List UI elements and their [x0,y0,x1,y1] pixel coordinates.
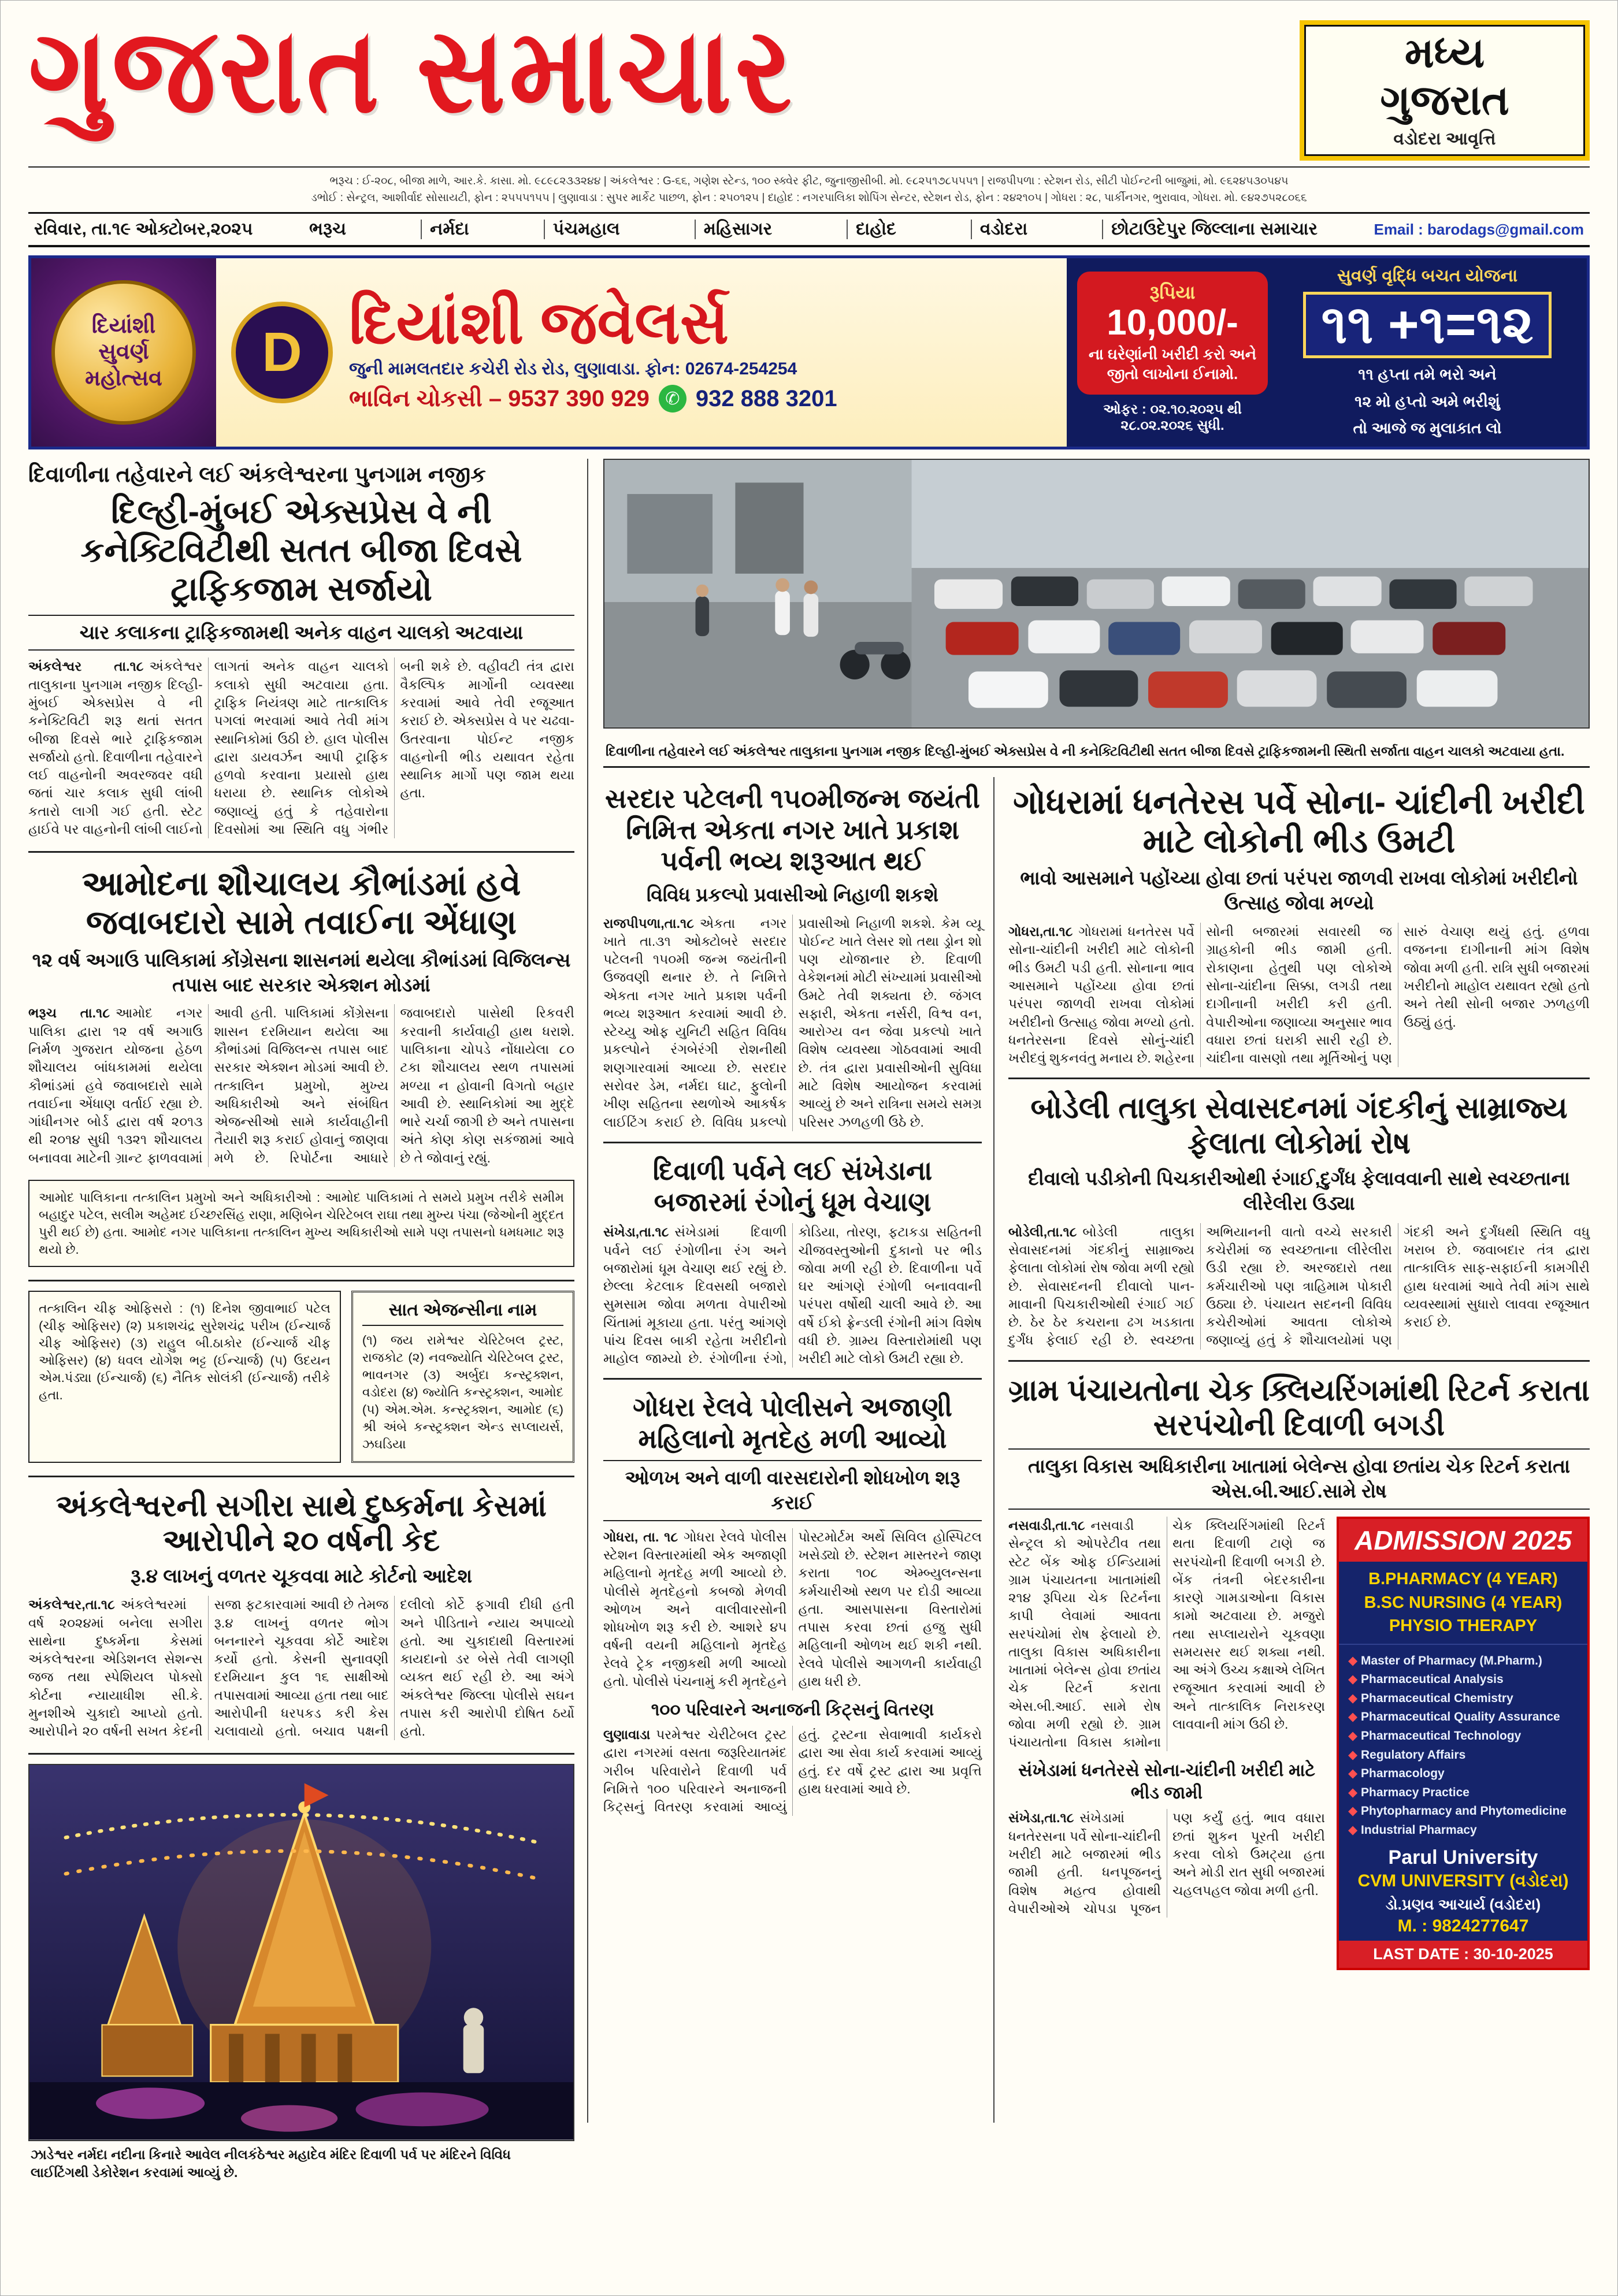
ad-scheme-panel [1067,258,1587,447]
dateline: સંખેડા,તા.૧૮ [603,1224,669,1240]
article-subhead: ભાવો આસમાને પહોંચ્યા હોવા છતાં પરંપરા જાળવી રાખવા લોકોમાં ખરીદીનો ઉત્સાહ જોવા મળ્યો [1020,867,1578,914]
purchase-offer-box [1077,272,1268,395]
article-pocso-verdict [28,1476,574,1741]
amod-detail-boxes [28,1280,574,1462]
contact-line-1: ભરૂચ : ઈ-૨૦૮, બીજા માળે, આર.કે. કાસા. મો. ૯૮૯૮૨૩૩૨૪૪ | અંકલેશ્વર : G-૬૬, ગણેશ સ્ટેન્ડ, ૧૦૦ સ્ક્વેર ફીટ, જુનાજીસીબી. મો. ૯૮૨૫૧૭૮૫૫૫૧ | રાજપીપળા : સ્ટેશન રોડ, સીટી પોઈન્ટની બાજુમાં, મો. ૯૬૨૪૫૩૦૫૪૫ [329,175,1289,188]
festival-medallion: દિયાંશી સુવર્ણ મહોત્સવ [51,280,196,425]
dateline: ગોધરા, તા. ૧૮ [603,1529,678,1544]
course-item: ◆ Pharmaceutical Analysis [1348,1670,1578,1689]
box-body: તત્કાલિન ચીફ ઓફિસરો : (૧) દિનેશ જીવાભાઈ પટેલ (ચીફ ઓફિસર) (૨) પ્રકાશચંદ્ર સુરેશચંદ્ર પરીખ (ઈન્ચાર્જ ચીફ ઓફિસર) (૩) રાહુલ બી.ઠાકોર (ઈન્ચાર્જ ચીફ ઓફિસર) (૪) ધવલ યોગેશ ભટ્ટ (ઈન્ચાર્જ) (૫) ઉદયન એમ.પંડ્યા (ઈન્ચાર્જ) (૬) નૈતિક સોલંકી (ઈન્ચાર્જ) તરીકે હતા. [39,1301,331,1402]
program-physiotherapy: PHYSIO THERAPY [1389,1617,1538,1636]
section-panchmahal[interactable]: પંચમહાલ [544,220,628,239]
admission-last-date: LAST DATE : 30-10-2025 [1339,1941,1587,1968]
article-subhead: ઓળખ અને વાળી વારસદારોની શોધખોળ શરૂ કરાઈ [603,1460,982,1521]
temple-photo-caption: ઝાડેશ્વર નર્મદા નદીના કિનારે આવેલ નીલકંઠેશ્વર મહાદેવ મંદિર દિવાળી પર્વ પર મંદિરને વિવિધ લાઈટિંગથી ડેકોરેશન કરવામાં આવ્યું છે. [31,2146,511,2180]
dateline: રાજપીપળા,તા.૧૮ [603,915,694,931]
program-bsc-nursing: B.SC NURSING (4 YEAR) [1364,1593,1563,1612]
admission-ad [1337,1517,1590,1970]
scheme-title: સુવર્ણ વૃદ્ધિ બચત યોજના [1337,266,1518,285]
article-body [603,915,982,1131]
sub-article-body [603,1726,982,1816]
dateline: ગોધરા,તા.૧૮ [1008,924,1073,939]
university-cvm: CVM UNIVERSITY (વડોદરા) [1357,1871,1569,1891]
course-item: ◆ Industrial Pharmacy [1348,1821,1578,1840]
section-vadodara[interactable]: વડોદરા [971,220,1036,239]
temple-photo [28,1764,574,2141]
district-sections [268,220,1359,239]
body-copy: સંખેડામાં દિવાળી પર્વને લઈ રંગોળીના રંગ અને બજારોમાં ધૂમ વેચાણ થઈ રહ્યું છે. છેલ્લા કેટલાક દિવસથી બજારો સુમસામ જોવા મળતા વેપારીઓ ચિંતામાં મૂકાયા હતા. પરંતુ આંગણે પાંચ દિવસ બાકી રહેતા ખરીદીનો માહોલ જામ્યો છે. રંગોળીના રંગો, કોડિયા, તોરણ, ફટાકડા સહિતની ચીજવસ્તુઓની દુકાનો પર ભીડ જોવા મળી રહી છે. દિવાળીના પર્વે ઘર આંગણે રંગોળી બનાવવાની પરંપરા વર્ષોથી ચાલી આવે છે. આ વર્ષે ઈકો ફ્રેન્ડલી રંગોની માંગ વિશેષ વધી છે. ગ્રામ્ય વિસ્તારોમાંથી પણ ખરીદી માટે લોકો ઉમટી રહ્યા છે. [603,1224,982,1366]
course-item: ◆ Master of Pharmacy (M.Pharm.) [1348,1652,1578,1671]
section-mahisagar[interactable]: મહિસાગર [695,220,780,239]
admission-contact-phone[interactable]: M. : 9824277647 [1397,1916,1529,1936]
article-body [28,1004,574,1166]
offer-validity: ઓફર : ૦૨.૧૦.૨૦૨૫ થી ૨૮.૦૨.૨૦૨૬ સુધી. [1103,401,1242,433]
sub-article-body [1008,1809,1325,1918]
university-parul: Parul University [1388,1847,1538,1869]
article-body [603,1528,982,1691]
article-subhead: ચાર કલાકના ટ્રાફિકજામથી અનેક વાહન ચાલકો અટવાયા [28,615,574,651]
jewellers-logo: D [231,302,333,403]
temple-photo-graphic [29,1765,573,2139]
dateline: નસવાડી,તા.૧૮ [1008,1518,1085,1533]
body-copy: એકતા નગર ખાતે તા.૩૧ ઓક્ટોબરે સરદાર પટેલની ૧૫૦મી જન્મ જયંતીની ઉજવણી થનાર છે. તે નિમિત્તે એકતા નગર ખાતે પ્રકાશ પર્વની ભવ્ય શરૂઆત કરવામાં આવી છે. સ્ટેચ્યુ ઓફ યુનિટી સહિત વિવિધ પ્રકલ્પોને રંગબેરંગી રોશનીથી શણગારવામાં આવ્યા છે. સરદાર સરોવર ડેમ, નર્મદા ઘાટ, ફુલોની ખીણ સહિતના સ્થળોએ આકર્ષક લાઈટિંગ કરાઈ છે. વિવિધ પ્રકલ્પો પ્રવાસીઓ નિહાળી શકશે. કેમ વ્યૂ પોઈન્ટ ખાતે લેસર શો તથા ડ્રોન શો પણ યોજાનાર છે. દિવાળી વેકેશનમાં મોટી સંખ્યામાં પ્રવાસીઓ ઉમટે તેવી શક્યતા છે. જંગલ સફારી, એકતા નર્સરી, વિશ્વ વન, આરોગ્ય વન જેવા પ્રકલ્પો ખાતે વિશેષ વ્યવસ્થા ગોઠવવામાં આવી છે. તંત્ર દ્વારા પ્રવાસીઓની સુવિધા માટે વિશેષ આયોજન કરવામાં આવ્યું છે અને રાત્રિના સમયે સમગ્ર પરિસર ઝળહળી ઉઠે છે. [603,915,982,1130]
program-bpharmacy: B.PHARMACY (4 YEAR) [1368,1570,1558,1588]
article-headline: દિવાળી પર્વને લઈ સંખેડાના બજારમાં રંગોનું ધૂમ વેચાણ [652,1155,933,1217]
admission-course-list [1339,1645,1587,1847]
main-content [28,459,1590,2180]
right-subcolumns [603,777,1590,2123]
course-item: ◆ Regulatory Affairs [1348,1746,1578,1765]
article-subhead: રૂ.૪ લાખનું વળતર ચૂકવવા માટે કોર્ટનો આદેશ [130,1565,473,1587]
body-copy: અંકલેશ્વર તાલુકાના પુનગામ નજીક દિલ્હી-મુંબઈ એક્સપ્રેસ વે ની કનેક્ટિવિટી શરૂ થતાં સતત બીજા દિવસે ભારે ટ્રાફિકજામ સર્જાયો હતો. દિવાળીના તહેવારને લઈ વાહનોની અવરજવર વધી જતાં ચાર કલાક સુધી લાંબી કતારો લાગી ગઈ હતી. સ્ટેટ હાઈવે પર વાહનોની લાંબી લાઈનો લાગતાં અનેક વાહન ચાલકો કલાકો સુધી અટવાયા હતા. ટ્રાફિક નિયંત્રણ માટે તાત્કાલિક પગલાં ભરવામાં આવે તેવી માંગ સ્થાનિકોમાં ઉઠી છે. હાલ પોલીસ દ્વારા ડાયવર્ઝન આપી ટ્રાફિક હળવો કરવાના પ્રયાસો હાથ ધરાયા છે. સ્થાનિક લોકોએ જણાવ્યું હતું કે તહેવારોના દિવસોમાં આ સ્થિતિ વધુ ગંભીર બની શકે છે. વહીવટી તંત્ર દ્વારા વૈકલ્પિક માર્ગોની વ્યવસ્થા કરવામાં આવે તેવી રજૂઆત કરાઈ છે. એક્સપ્રેસ વે પર ચઢવા-ઉતરવાના પોઈન્ટ નજીક વાહનોની ભીડ યથાવત રહેતા સ્થાનિક માર્ગો પણ જામ થયા હતા. [28,659,574,837]
jewellers-contact [349,385,837,413]
article-amod-toilet-scam [28,851,574,1167]
body-copy: પરમેશ્વર ચેરીટેબલ ટ્રસ્ટ દ્વારા નગરમાં વસતા જરૂરિયાતમંદ ગરીબ પરિવારોને દિવાળી પર્વ નિમિત્તે ૧૦૦ પરિવારને અનાજની કિટ્સનું વિતરણ કરવામાં આવ્યું હતું. ટ્રસ્ટના સેવાભાવી કાર્યકરો દ્વારા આ સેવા કાર્ય કરવામાં આવ્યું હતું. દર વર્ષે ટ્રસ્ટ દ્વારા આ પ્રવૃત્તિ હાથ ધરવામાં આવે છે. [603,1727,982,1815]
ad-center [216,258,1067,447]
date-section-bar [28,212,1590,247]
contact-person: ભાવિન ચોકસી – 9537 390 929 [349,385,650,411]
right-region [603,459,1590,2123]
dateline: બોડેલી,તા.૧૮ [1008,1224,1077,1239]
body-copy: સંખેડામાં ધનતેરસના પર્વે સોના-ચાંદીની ખરીદી માટે બજારમાં ભીડ જામી હતી. ધનપૂજનનું વિશેષ મહત્વ હોવાથી વેપારીઓએ ચોપડા પૂજન પણ કર્યું હતું. ભાવ વધારા છતાં શુકન પૂરતી ખરીદી કરવા લોકો ઉમટ્યા હતા અને મોડી રાત સુધી બજારમાં ચહલપહલ જોવા મળી હતી. [1008,1810,1325,1916]
jewellers-address: જુની મામલતદાર કચેરી રોડ રોડ, લુણાવાડા. ફોન: 02674-254254 [349,359,797,379]
article-godhra-railway-body [603,1378,982,1816]
section-bharuch[interactable]: ભરૂચ [309,220,346,239]
jewellers-ad-banner [28,255,1590,449]
article-subhead: દીવાલો પડીકોની પિચકારીઓથી રંગાઈ,દુર્ગંધ ફેલાવવાની સાથે સ્વચ્છતાના લીરેલીરા ઉડ્યા [1027,1167,1571,1214]
contact-phone-2: 932 888 3201 [695,385,837,411]
newspaper-title: ગુજરાત સમાચાર [28,9,796,137]
amod-officials-box [28,1180,574,1268]
jewellers-name: દિયાંશી જવેલર્સ [349,289,729,357]
admission-programs [1339,1562,1587,1645]
whatsapp-icon [659,385,686,413]
temple-photo-block [28,1753,574,2180]
section-chhotaudepur[interactable]: છોટાઉદેપુર જિલ્લાના સમાચાર [1102,220,1326,239]
admission-ad-title: ADMISSION 2025 [1339,1519,1587,1562]
agencies-box [351,1291,574,1462]
contact-line-2: ડભોઈ : સેન્ટ્રલ, આશીર્વાદ સોસાયટી, ફોન : ૨૫૫૫૧૫૫ | લુણાવાડા : સુપર માર્કેટ પાછળ, ફોન : ૨૫૦૧૨૫ | દાહોદ : નગરપાલિકા શોપિંગ સેન્ટર, સ્ટેશન રોડ, ફોન : ૨૪૨૧૦૫ | ગોધરા : ૨૮, પાર્કીનગર, ભુરાવાવ, ગોધરા. મો. ૯૪૨૭૫૨૮૦૬૬ [311,191,1307,204]
edition-box [1300,20,1590,161]
scheme-line-2: ૧૨ મો હપ્તો અમે ભરીશું [1354,392,1500,410]
dateline: ભરૂચ તા.૧૮ [28,1005,110,1021]
box-body: આમોદ પાલિકાના તત્કાલિન પ્રમુખો અને અધિકારીઓ : આમોદ પાલિકામાં તે સમયે પ્રમુખ તરીકે સમીમ બહાદુર પટેલ, સલીમ અહેમદ ઈચ્છરસિંહ રાણા, મણિબેન ચેરિટેબલ રાઘા તથા મુખ્ય પંચા (જેઓની મુદ્દત પુરી થઈ છે) હતા. આમોદ નગર પાલિકાના તત્કાલિન મુખ્ય અધિકારીઓ સામે પણ તપાસનો ધમધમાટ શરૂ થયો છે. [39,1190,564,1257]
article-headline: ગ્રામ પંચાયતોના ચેક ક્લિયરિંગમાંથી રિટર્ન કરાતા સરપંચોની દિવાળી બગડી [1008,1373,1590,1442]
body-copy: બોડેલી તાલુકા સેવાસદનમાં ગંદકીનું સામ્રાજ્ય ફેલાતા લોકોમાં રોષ જોવા મળી રહ્યો છે. સેવાસદનની દીવાલો પાન-માવાની પિચકારીઓથી રંગાઈ ગઈ છે. ઠેર ઠેર કચરાના ઢગ ખડકાતા દુર્ગંધ ફેલાઈ રહી છે. સ્વચ્છતા અભિયાનની વાતો વચ્ચે સરકારી કચેરીમાં જ સ્વચ્છતાના લીરેલીરા ઉડી રહ્યા છે. અરજદારો તથા કર્મચારીઓ પણ ત્રાહિમામ પોકારી ઉઠ્યા છે. પંચાયત સદનની વિવિધ કચેરીઓમાં આવતા લોકોએ જણાવ્યું હતું કે શૌચાલયોમાં પણ ગંદકી અને દુર્ગંધથી સ્થિતિ વધુ ખરાબ છે. જવાબદાર તંત્ર દ્વારા તાત્કાલિક સાફ-સફાઈની કામગીરી હાથ ધરવામાં આવે તેવી માંગ સાથે વ્યવસ્થામાં સુધારો લાવવા રજૂઆત કરાઈ છે. [1008,1224,1590,1348]
offer-amount: 10,000/- [1107,302,1238,343]
ad-texts [349,289,837,413]
course-item: ◆ Pharmacy Practice [1348,1784,1578,1803]
article-headline: સરદાર પટેલની ૧૫૦મીજન્મ જયંતી નિમિત્ત એકતા નગર ખાતે પ્રકાશ પર્વની ભવ્ય શરૂઆત થઈ [605,783,980,876]
article-ektanagar-prakash-parva [603,777,982,1131]
article-body [28,657,574,838]
edition-date: રવિવાર, તા.૧૯ ઓક્ટોબર,૨૦૨૫ [34,220,253,239]
article-bodeli-sevasadan [1008,1078,1590,1349]
contact-email[interactable]: Email : barodags@gmail.com [1374,220,1584,238]
section-dahod[interactable]: દાહોદ [847,220,904,239]
article-with-ad-row [1008,1517,1590,1970]
sub-article-headline: ૧૦૦ પરિવારને અનાજની કિટ્સનું વિતરણ [651,1700,934,1720]
section-narmada[interactable]: નર્મદા [421,220,477,239]
article-body [1008,1223,1590,1350]
edition-line-1: મધ્ય [1404,30,1485,76]
article-godhra-dhanteras [1008,777,1590,1067]
body-copy: આમોદ નગર પાલિકા દ્વારા ૧૨ વર્ષ અગાઉ નિર્મળ ગુજરાત યોજના હેઠળ શૌચાલય બાંધકામમાં થયેલા કૌભાંડમાં હવે જવાબદારો સામે તવાઈના એંધાણ વર્તાઈ રહ્યા છે. ગાંધીનગર બોર્ડ દ્વારા વર્ષ ૨૦૧૩ થી ૨૦૧૪ સુધી ૧૩૨૧ શૌચાલય બનાવવા માટેની ગ્રાન્ટ ફાળવવામાં આવી હતી. પાલિકામાં કોંગ્રેસના શાસન દરમિયાન થયેલા આ કૌભાંડમાં વિજિલન્સ તપાસ બાદ સરકાર એક્શન મોડમાં આવી છે. તત્કાલિન પ્રમુખો, મુખ્ય અધિકારીઓ અને સંબંધિત એજન્સીઓ સામે કાર્યવાહીની તૈયારી શરૂ કરાઈ હોવાનું જાણવા મળે છે. રિપોર્ટના આધારે જવાબદારો પાસેથી રિકવરી કરવાની કાર્યવાહી હાથ ધરાશે. પાલિકાના ચોપડે નોંધાયેલા ૮૦ ટકા શૌચાલય સ્થળ તપાસમાં મળ્યા ન હોવાની વિગતો બહાર આવી છે. સ્થાનિકોમાં આ મુદ્દે ભારે ચર્ચા જાગી છે અને તપાસના અંતે કોણ કોણ સકંજામાં આવે છે તે જોવાનું રહ્યું. [28,1005,574,1165]
masthead [28,9,1590,168]
left-column [28,459,588,2180]
article-body [28,1596,574,1740]
dateline: લુણાવાડા [603,1727,651,1743]
bureau-contacts [28,168,1590,211]
dateline: અંકલેશ્વર,તા.૧૮ [28,1597,115,1613]
article-headline: બોડેલી તાલુકા સેવાસદનમાં ગંદકીનું સામ્રાજ્ય ફેલાતા લોકોમાં રોષ [1030,1091,1568,1160]
article-headline: દિલ્હી-મુંબઈ એક્સપ્રેસ વે ની કનેક્ટિવિટીથી સતત બીજા દિવસે ટ્રાફિકજામ સર્જાયો [80,492,522,608]
article-sankheda-colours [603,1142,982,1368]
traffic-photo [603,459,1590,729]
scheme-line-3: તો આજે જ મુલાકાત લો [1353,419,1502,437]
body-copy: અંકલેશ્વરમાં વર્ષ ૨૦૨૪માં બનેલા સગીરા સાથેના દુષ્કર્મના કેસમાં અંકલેશ્વરના એડિશનલ સેશન્સ જજ તથા સ્પેશિયલ પોક્સો કોર્ટના ન્યાયાધીશ સી.કે. મુનશીએ ચુકાદો આપ્યો હતો. આરોપીને ૨૦ વર્ષની સખત કેદની સજા ફટકારવામાં આવી છે તેમજ રૂ.૪ લાખનું વળતર ભોગ બનનારને ચૂકવવા કોર્ટે આદેશ કર્યો હતો. કેસની સુનાવણી દરમિયાન કુલ ૧૬ સાક્ષીઓ તપાસવામાં આવ્યા હતા તથા બાદ આરોપીની ધરપકડ કરી કેસ ચલાવાયો હતો. બચાવ પક્ષની દલીલો કોર્ટે ફગાવી દીધી હતી અને પીડિતાને ન્યાય અપાવ્યો હતો. આ ચુકાદાથી વિસ્તારમાં કાયદાનો ડર બેસે તેવી લાગણી વ્યક્ત થઈ રહી છે. આ અંગે અંકલેશ્વર જિલ્લા પોલીસે સઘન તપાસ કરી આરોપી દોષિત ઠર્યો હતો. [28,1597,574,1739]
edition-subtitle: વડોદરા આવૃત્તિ [1393,129,1496,149]
far-right-column [1008,777,1590,2123]
offer-text: ના ઘરેણાંની ખરીદી કરો અને જીતો લાખોના ઈનામો. [1088,345,1257,382]
savings-scheme [1278,266,1576,437]
course-item: ◆ Pharmaceutical Quality Assurance [1348,1708,1578,1727]
article-headline: ગોધરા રેલવે પોલીસને અજાણી મહિલાનો મૃતદેહ મળી આવ્યો [633,1392,952,1454]
article-headline: અંકલેશ્વરની સગીરા સાથે દુષ્કર્મના કેસમાં આરોપીને ૨૦ વર્ષની કેદ [55,1489,547,1558]
article-text-column [1008,1517,1325,1970]
dateline: સંખેડા,તા.૧૮ [1008,1810,1074,1826]
scheme-line-1: ૧૧ હપ્તા તમે ભરો અને [1358,366,1497,384]
body-copy: નસવાડી સેન્ટ્રલ કો ઓપરેટીવ તથા સ્ટેટ બેંક ઓફ ઈન્ડિયામાં ગ્રામ પંચાયતના ખાતામાંથી ૨૧૪ રૂપિયા ચેક રિટર્નના કાપી લેવામાં આવતા સરપંચોમાં રોષ ફેલાયો છે. તાલુકા વિકાસ અધિકારીના ખાતામાં બેલેન્સ હોવા છતાંય ચેક રિટર્ન કરાતા એસ.બી.આઈ. સામે રોષ જોવા મળી રહ્યો છે. ગ્રામ પંચાયતોના વિકાસ કામોના ચેક ક્લિયરિંગમાંથી રિટર્ન થતા દિવાળી ટાણે જ સરપંચોની દિવાળી બગડી છે. બેંક તંત્રની બેદરકારીના કારણે ગામડાઓના વિકાસ કામો અટવાયા છે. મજુરો તથા સપ્લાયરોને ચૂકવણા સમયસર થઈ શક્યા નથી. આ અંગે ઉચ્ચ કક્ષાએ લેખિત રજૂઆત કરવામાં આવી છે અને તાત્કાલિક નિરાકરણ લાવવાની માંગ ઉઠી છે. [1008,1518,1325,1750]
ad-festival-panel [31,258,216,447]
article-headline: આમોદના શૌચાલય કૌભાંડમાં હવે જવાબદારો સામે તવાઈના એંધાણ [81,865,521,942]
traffic-photo-caption: દિવાળીના તહેવારને લઈ અંકલેશ્વર તાલુકાના પુનગામ નજીક દિલ્હી-મુંબઈ એક્સપ્રેસ વે ની કનેક્ટિવિટીથી સતત બીજા દિવસે ટ્રાફિકજામની સ્થિતી સર્જાતા વાહન ચાલકો અટવાયા હતા. [603,738,1590,768]
offer-currency: રૂપિયા [1149,281,1196,303]
course-item: ◆ Pharmaceutical Technology [1348,1727,1578,1746]
admission-contact-person: ડો.પ્રણવ આચાર્ય (વડોદરા) [1385,1896,1541,1914]
officers-names-box [28,1291,341,1462]
ad-offer-column [1077,269,1268,436]
box-body: (૧) જય રામેશ્વર ચેરિટેબલ ટ્રસ્ટ, રાજકોટ (૨) નવજ્યોતિ ચેરિટેબલ ટ્રસ્ટ, ભાવનગર (૩) અર્બુદા કન્સ્ટ્રક્શન, વડોદરા (૪) જ્યોતિ કન્સ્ટ્રક્શન, આમોદ (૫) એમ.એમ. કન્સ્ટ્રક્શન, આમોદ (૬) શ્રી અંબે કન્સ્ટ્રક્શન એન્ડ સપ્લાયર્સ, ઝઘડિયા [362,1333,563,1451]
article-expressway-trafficjam [28,459,574,838]
article-body [1008,1517,1325,1751]
body-copy: ગોધરા રેલવે પોલીસ સ્ટેશન વિસ્તારમાંથી એક અજાણી મહિલાનો મૃતદેહ મળી આવ્યો છે. પોલીસે મૃતદેહનો કબજો મેળવી ઓળખ અને વાલીવારસોની શોધખોળ શરૂ કરી છે. આશરે ૪૫ વર્ષની વયની મહિલાનો મૃતદેહ રેલવે ટ્રેક નજીકથી મળી આવ્યો હતો. પોલીસે પંચનામું કરી મૃતદેહને પોસ્ટમોર્ટમ અર્થે સિવિલ હોસ્પિટલ ખસેડ્યો છે. સ્ટેશન માસ્તરને જાણ કરાતા ૧૦૮ એમ્બ્યુલન્સના કર્મચારીઓ સ્થળ પર દોડી આવ્યા હતા. આસપાસના વિસ્તારોમાં તપાસ કરવા છતાં હજુ સુધી મહિલાની ઓળખ થઈ શકી નથી. રેલવે પોલીસે આગળની કાર્યવાહી હાથ ધરી છે. [603,1529,982,1689]
sub-article-headline: સંખેડામાં ધનતેરસે સોના-ચાંદીની ખરીદી માટે ભીડ જામી [1018,1761,1315,1803]
agencies-box-title: સાત એજન્સીના નામ [362,1301,563,1326]
article-cheque-returns [1008,1360,1590,1971]
article-subhead: ૧૨ વર્ષ અગાઉ પાલિકામાં કોંગ્રેસના શાસનમાં થયેલા કૌભાંડમાં વિજિલન્સ તપાસ બાદ સરકાર એક્શન મોડમાં [32,949,571,995]
edition-line-2: ગુજરાત [1380,77,1509,124]
article-headline: ગોધરામાં ધનતેરસ પર્વે સોના- ચાંદીની ખરીદી માટે લોકોની ભીડ ઉમટી [1013,783,1585,860]
article-subhead: વિવિધ પ્રકલ્પો પ્રવાસીઓ નિહાળી શકશે [646,883,939,905]
article-subhead: તાલુકા વિકાસ અધિકારીના ખાતામાં બેલેન્સ હોવા છતાંય ચેક રિટર્ન કરાતા એસ.બી.આઈ.સામે રોષ [1008,1448,1590,1510]
article-kicker: દિવાળીના તહેવારને લઈ અંકલેશ્વરના પુનગામ નજીક [28,463,486,488]
course-item: ◆ Pharmaceutical Chemistry [1348,1689,1578,1708]
scheme-formula: ૧૧ +૧=૧૨ [1303,292,1551,358]
dateline: અંકલેશ્વર તા.૧૮ [28,659,144,674]
article-body [603,1223,982,1368]
middle-column [603,777,994,2123]
body-copy: ગોધરામાં ધનતેરસ પર્વે સોના-ચાંદીની ખરીદી માટે લોકોની ભીડ ઉમટી પડી હતી. સોનાના ભાવ આસમાને પહોંચ્યા હોવા છતાં પરંપરા જાળવી રાખવા લોકોમાં ખરીદીનો ઉત્સાહ જોવા મળ્યો હતો. ધનતેરસના દિવસે સોનું-ચાંદી ખરીદવું શુકનવંતુ મનાય છે. શહેરના સોની બજારમાં સવારથી જ ગ્રાહકોની ભીડ જામી હતી. રોકાણના હેતુથી પણ લોકોએ સોના-ચાંદીના સિક્કા, લગડી તથા દાગીનાની ખરીદી કરી હતી. વેપારીઓના જણાવ્યા અનુસાર ભાવ વધારા છતાં ઘરાકી સારી રહી છે. ચાંદીના વાસણો તથા મૂર્તિઓનું પણ સારું વેચાણ થયું હતું. હળવા વજનના દાગીનાની માંગ વિશેષ જોવા મળી હતી. રાત્રિ સુધી બજારમાં ખરીદીનો માહોલ યથાવત રહ્યો હતો અને તેથી સોની બજાર ઝળહળી ઉઠ્યું હતું. [1008,924,1590,1066]
course-item: ◆ Pharmacology [1348,1764,1578,1784]
traffic-photo-graphic [604,460,1589,727]
article-body [1008,923,1590,1067]
course-item: ◆ Phytopharmacy and Phytomedicine [1348,1802,1578,1821]
